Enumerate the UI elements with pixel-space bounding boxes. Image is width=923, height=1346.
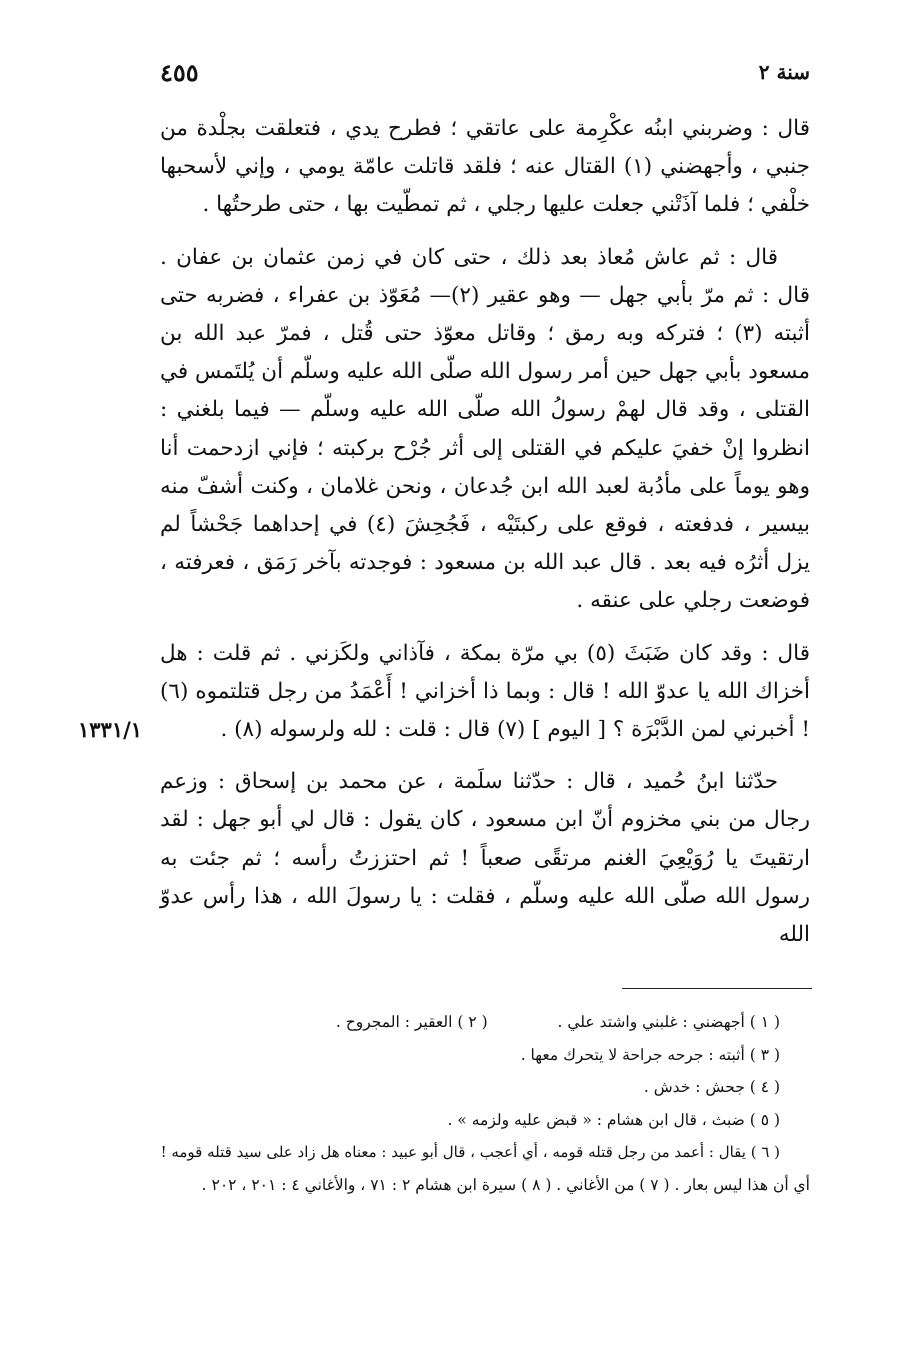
main-text xyxy=(160,110,810,968)
paragraph-2: قال : ثم عاش مُعاذ بعد ذلك ، حتى كان في زمن عثمان بن عفان . قال : ثم مرّ بأبي جهل — وهو عقير (٢)— مُعَوّذ بن عفراء ، فضربه حتى أثبته (٣) ؛ فتركه وبه رمق ؛ وقاتل معوّذ حتى قُتل ، فمرّ عبد الله بن مسعود بأبي جهل حين أمر رسول الله صلّى الله عليه وسلّم أن يُلتَمس في القتلى ، وقد قال لهمْ رسولُ الله صلّى الله عليه وسلّم — فيما بلغني : انظروا إنْ خفيَ عليكم في القتلى إلى أثر جُرْح بركبته ؛ فإني ازدحمت أنا وهو يوماً على مأدُبة لعبد الله ابن جُدعان ، ونحن غلامان ، وكنت أشفّ منه بيسير ، فدفعته ، فوقع على ركبتَيْه ، فَجُحِشَ (٤) في إحداهما جَحْشاً لم يزل أثرُه فيه بعد . قال عبد الله بن مسعود : فوجدته بآخر رَمَق ، فعرفته ، فوضعت رجلي على عنقه . xyxy=(160,244,810,614)
footnote-divider xyxy=(622,988,812,989)
page-number: ٤٥٥ xyxy=(160,58,199,87)
running-head: سنة ٢ xyxy=(758,60,810,84)
paragraph-4: حدّثنا ابنُ حُميد ، قال : حدّثنا سلَمة ، عن محمد بن إسحاق : وزعم رجال من بني مخزوم أنّ ابن مسعود ، كان يقول : قال لي أبو جهل : لقد ارتقيتَ يا رُوَيْعِيَ الغنم مرتقًى صعباً ! ثم احتززتُ رأسه ؛ ثم جئت به رسول الله صلّى الله عليه وسلّم ، فقلت : يا رسولَ الله ، هذا رأس عدوّ الله xyxy=(160,769,810,948)
footnote-2: ( ٢ ) العقير : المجروح . xyxy=(335,1013,488,1031)
footnote-line xyxy=(160,1006,810,1039)
footnote-1: ( ١ ) أجهضني : غلبني واشتد علي . xyxy=(557,1013,780,1031)
paragraph-1: قال : وضربني ابنُه عكْرِمة على عاتقي ؛ فطرح يدي ، فتعلقت بجلْدة من جنبي ، وأجهضني (١) القتال عنه ؛ فلقد قاتلت عامّة يومي ، وإني لأسحبها خلْفي ؛ فلما آذَتْني جعلت عليها رجلي ، ثم تمطّيت بها ، حتى طرحتُها . xyxy=(160,116,810,218)
footnote-5: ( ٥ ) ضبث ، قال ابن هشام : « قبض عليه ولزمه » . xyxy=(447,1110,780,1129)
footnote-6: ( ٦ ) يقال : أعمد من رجل قتله قومه ، أي أعجب ، قال أبو عبيد : معناه هل زاد على سيد قتله قومه ! xyxy=(160,1143,780,1161)
footnote-4: ( ٤ ) جحش : خدش . xyxy=(643,1078,780,1096)
footnote-6-continued: أي أن هذا ليس بعار . ( ٧ ) من الأغاني . ( ٨ ) سيرة ابن هشام ٢ : ٧١ ، والأغاني ٤ : ٢٠١ ، ٢٠٢ . xyxy=(201,1175,810,1194)
page-header xyxy=(160,58,810,92)
footnote-3: ( ٣ ) أثبته : جرحه جراحة لا يتحرك معها . xyxy=(520,1045,780,1064)
footnotes xyxy=(160,1006,810,1201)
margin-page-reference: ١٣٣١/١ xyxy=(78,717,143,742)
paragraph-3: قال : وقد كان ضَبَثَ (٥) بي مرّة بمكة ، فآذاني ولكَزني . ثم قلت : هل أخزاك الله يا عدوّ الله ! قال : وبما ذا أخزاني ! أَعْمَدُ من رجل قتلتموه (٦) ! أخبرني لمن الدَّبْرَة ؟ [ اليوم ] (٧) قال : قلت : لله ولرسوله (٨) . xyxy=(160,640,810,743)
